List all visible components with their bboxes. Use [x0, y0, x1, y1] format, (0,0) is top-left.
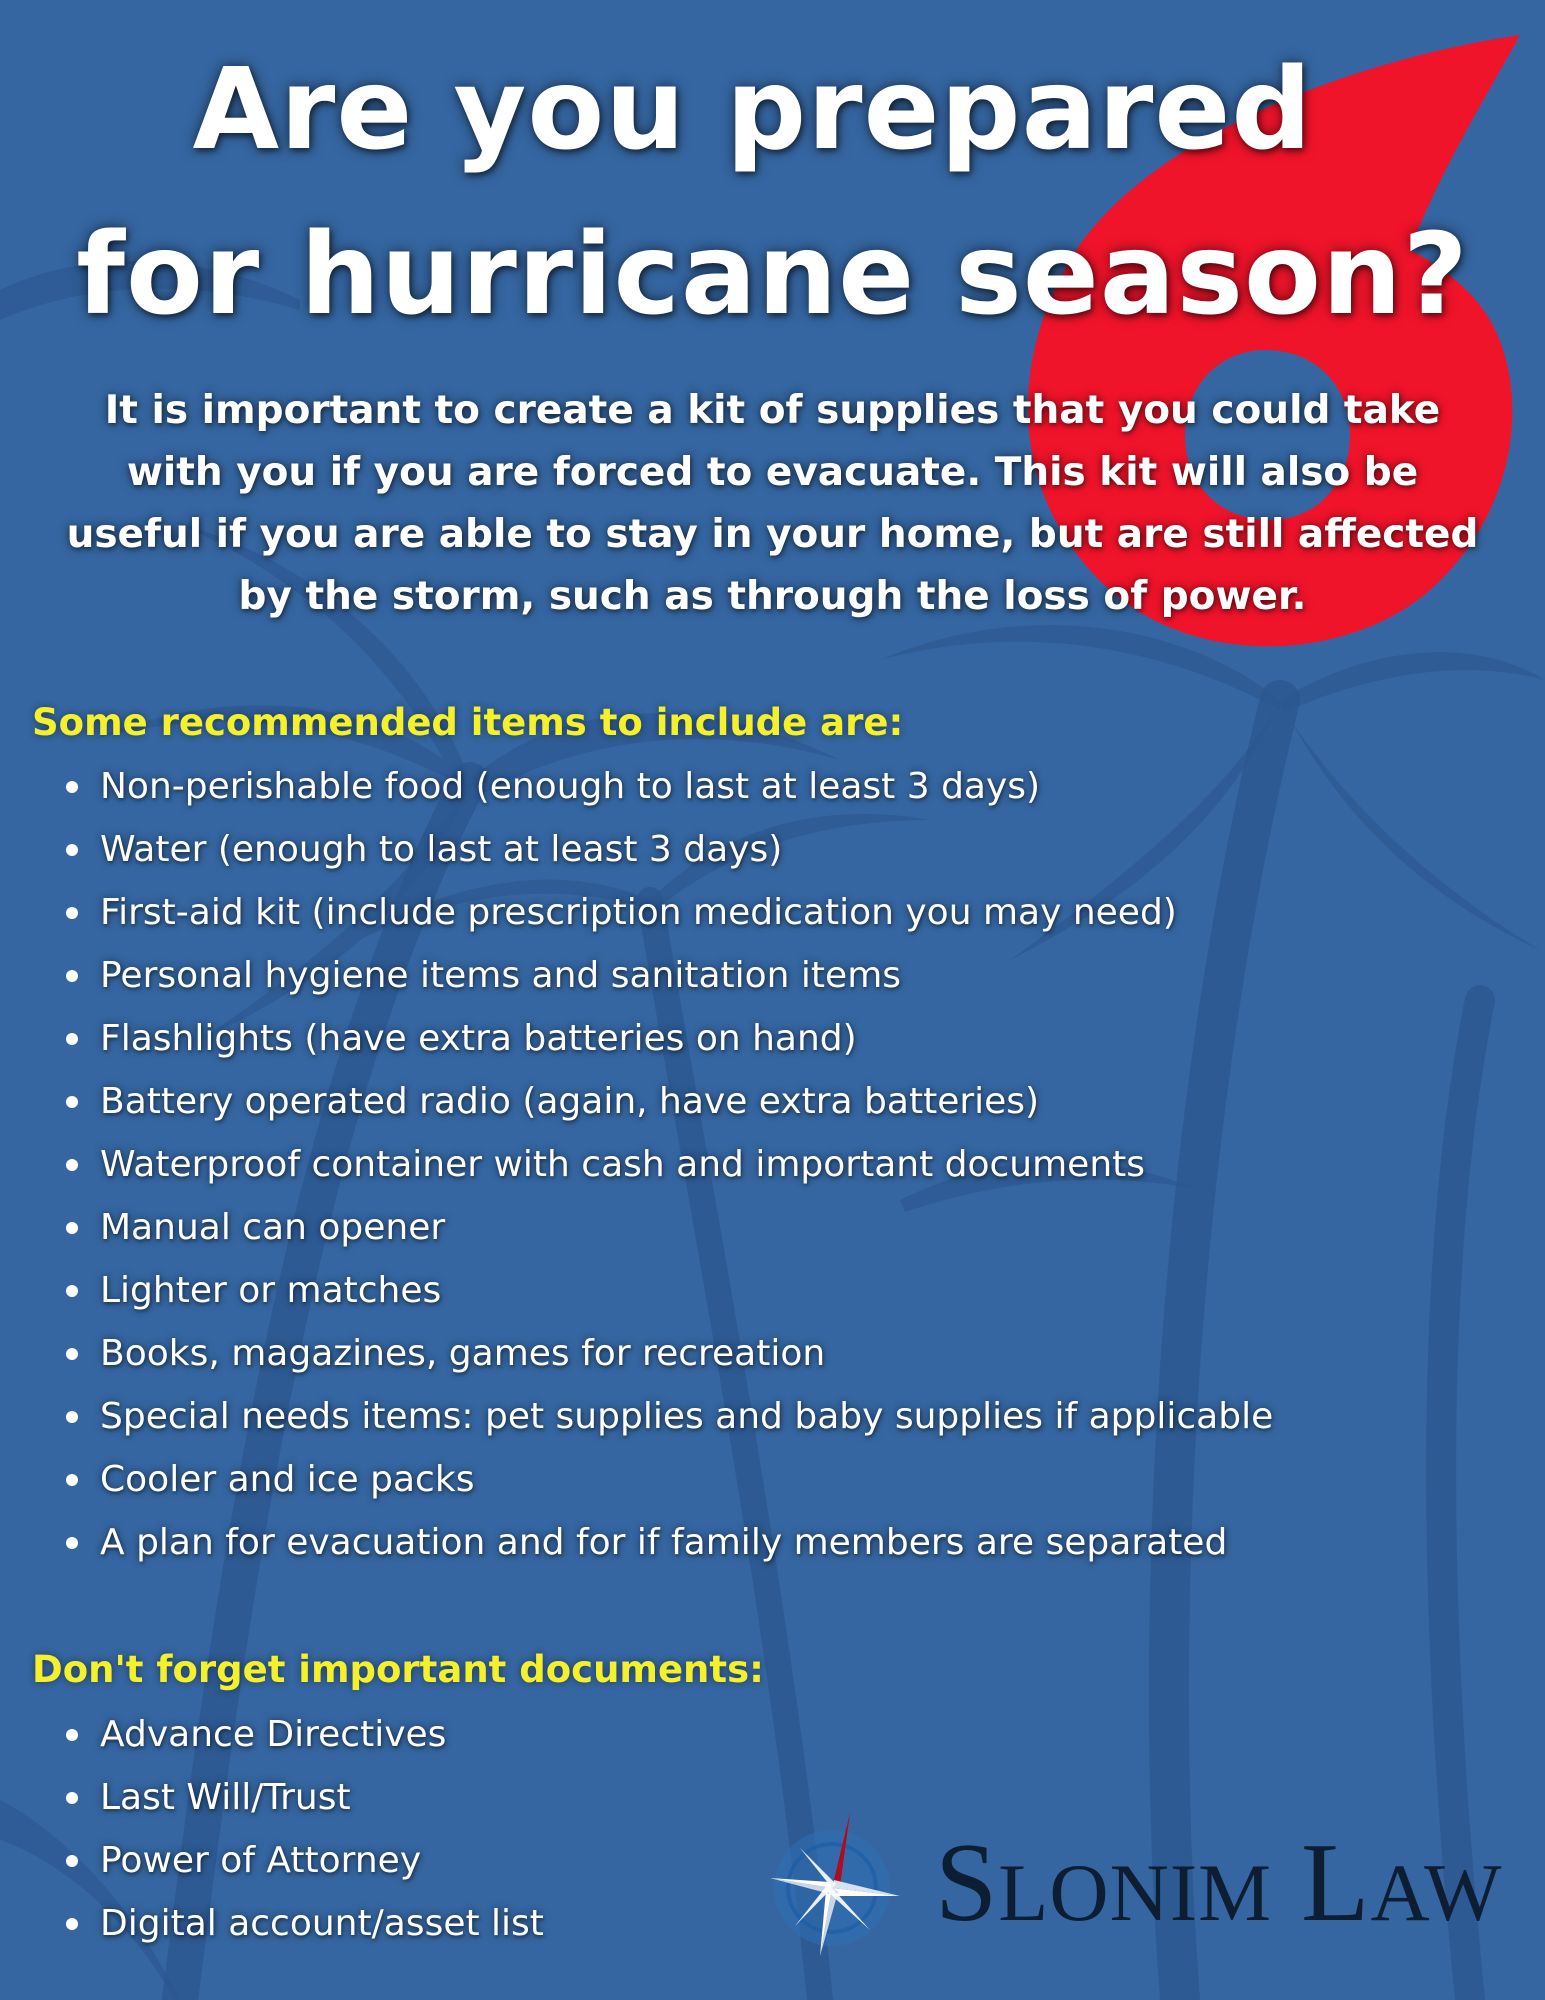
logo-word-aw: AW: [1370, 1847, 1503, 1938]
list-item: Flashlights (have extra batteries on hand): [60, 1007, 1260, 1070]
logo-initial-s: S: [935, 1821, 999, 1945]
logo-word-onim: LONIM: [998, 1847, 1273, 1938]
list-item: Water (enough to last at least 3 days): [60, 818, 1260, 881]
supplies-list: [60, 755, 1274, 1574]
list-item: Manual can opener: [60, 1196, 1260, 1259]
list-item: Waterproof container with cash and important documents: [60, 1133, 1260, 1196]
page-title-line-2: for hurricane season?: [76, 210, 1469, 340]
list-item: Power of Attorney: [60, 1829, 1260, 1892]
list-item: Special needs items: pet supplies and baby supplies if applicable: [60, 1385, 1260, 1448]
list-item: Non-perishable food (enough to last at least 3 days): [60, 755, 1260, 818]
list-item: Digital account/asset list: [60, 1892, 1260, 1955]
logo-wordmark: [935, 1823, 1503, 1953]
list-item: First-aid kit (include prescription medication you may need): [60, 881, 1260, 944]
compass-star-icon: [770, 1808, 910, 1958]
list-item: Last Will/Trust: [60, 1766, 1260, 1829]
slonim-law-logo: [770, 1808, 1510, 1958]
list-item: Advance Directives: [60, 1703, 1260, 1766]
page-title-line-1: Are you prepared: [192, 45, 1313, 175]
intro-paragraph: It is important to create a kit of supplies that you could take with you if you are forced to evacuate. This kit will also be useful if you are able to stay in your home, but are still affected by the storm, such as through the loss of power.: [66, 388, 1479, 619]
list-item: Cooler and ice packs: [60, 1448, 1260, 1511]
list-item: Battery operated radio (again, have extra batteries): [60, 1070, 1260, 1133]
list-item: Lighter or matches: [60, 1259, 1260, 1322]
list-item: Personal hygiene items and sanitation items: [60, 944, 1260, 1007]
supplies-heading: Some recommended items to include are:: [32, 701, 904, 744]
logo-initial-l: L: [1301, 1821, 1371, 1945]
documents-heading: Don't forget important documents:: [32, 1648, 764, 1691]
list-item: Books, magazines, games for recreation: [60, 1322, 1260, 1385]
list-item: A plan for evacuation and for if family members are separated: [60, 1511, 1260, 1574]
